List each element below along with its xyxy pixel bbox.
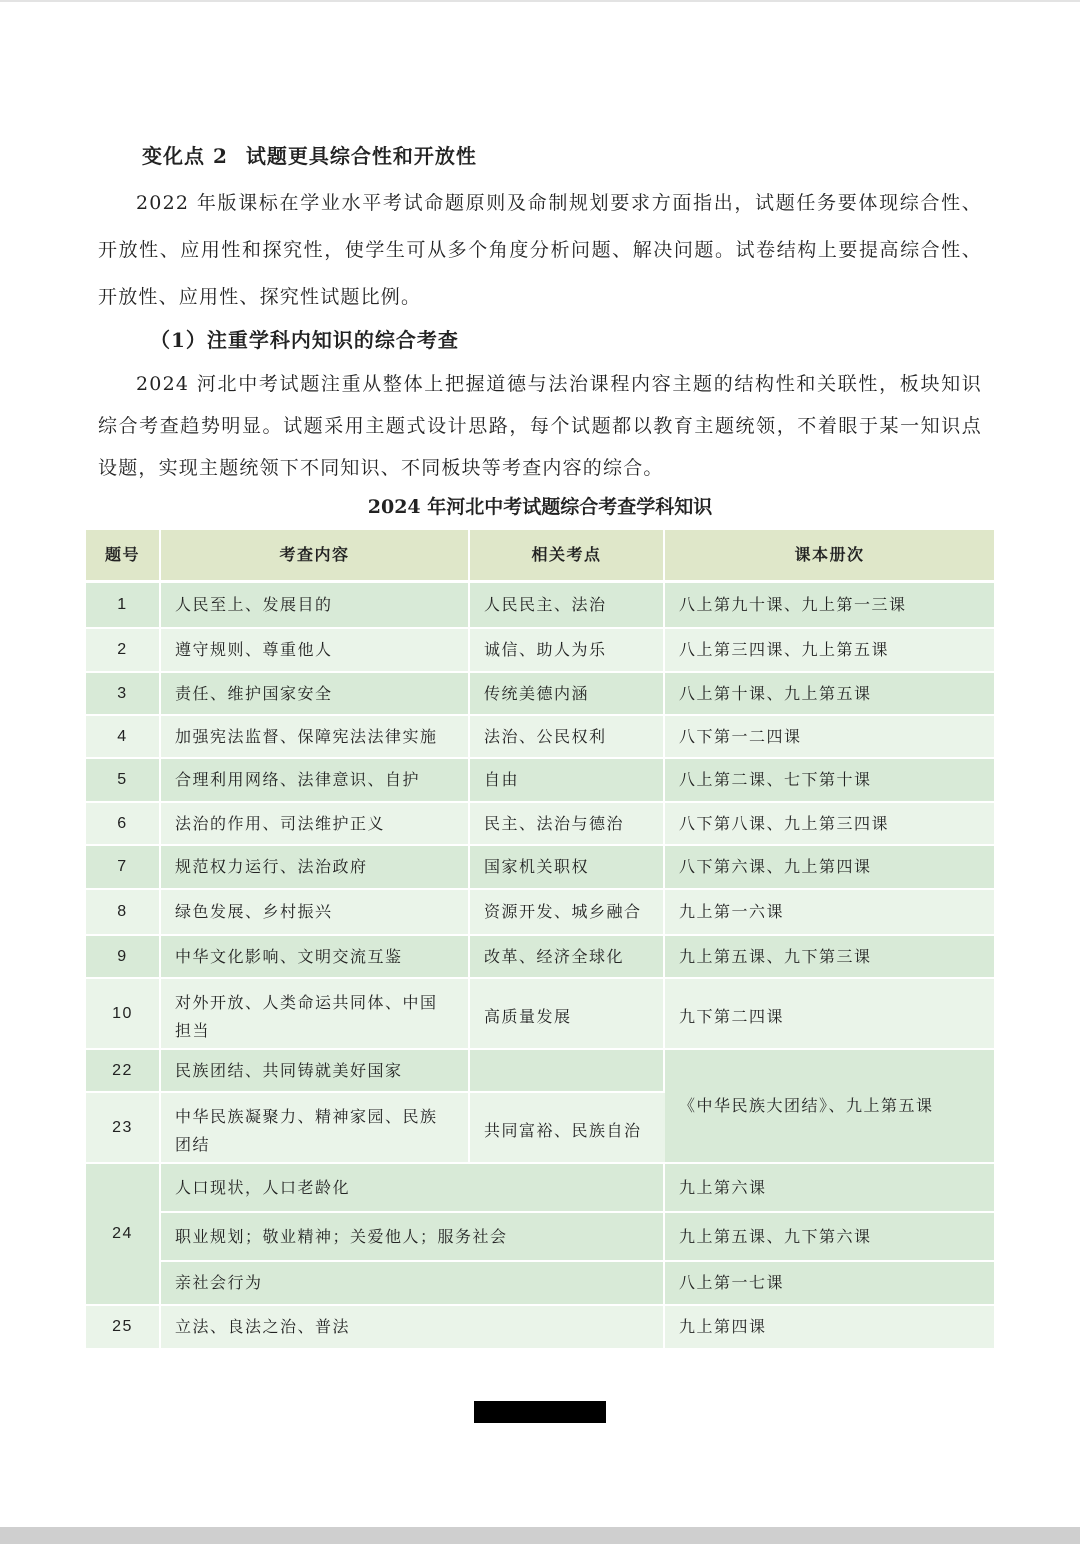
table-row <box>86 1050 994 1093</box>
cell-book: 九上第五课、九下第三课 <box>665 936 994 979</box>
cell-content: 法治的作用、司法维护正义 <box>161 803 470 846</box>
top-border <box>0 0 1080 2</box>
table-row <box>86 1164 994 1213</box>
redaction-bar <box>474 1401 606 1423</box>
table-caption: 2024 年河北中考试题综合考查学科知识 <box>367 496 713 518</box>
cell-book: 八上第十课、九上第五课 <box>665 673 994 716</box>
cell-point: 自由 <box>470 759 665 803</box>
cell-book: 八下第六课、九上第四课 <box>665 846 994 890</box>
cell-point: 高质量发展 <box>470 979 665 1050</box>
cell-point: 人民民主、法治 <box>470 583 665 629</box>
cell-content: 对外开放、人类命运共同体、中国担当 <box>161 979 470 1050</box>
cell-point: 改革、经济全球化 <box>470 936 665 979</box>
cell-number: 3 <box>86 673 161 716</box>
cell-book: 八下第一二四课 <box>665 716 994 759</box>
cell-number: 5 <box>86 759 161 803</box>
table-row <box>86 846 994 890</box>
table-row <box>86 1262 994 1306</box>
paragraph-intro: 2022 年版课标在学业水平考试命题原则及命制规划要求方面指出，试题任务要体现综合性、开放性、应用性和探究性，使学生可从多个角度分析问题、解决问题。试卷结构上要提高综合性、开放性、应用性、探究性试题比例。 <box>98 192 982 308</box>
cell-number: 6 <box>86 803 161 846</box>
cell-point: 民主、法治与德治 <box>470 803 665 846</box>
section-label: 变化点 2 <box>142 144 228 168</box>
cell-point: 传统美德内涵 <box>470 673 665 716</box>
cell-content: 中华文化影响、文明交流互鉴 <box>161 936 470 979</box>
table-row <box>86 936 994 979</box>
cell-book: 九上第四课 <box>665 1306 994 1350</box>
header-content: 考查内容 <box>161 530 470 583</box>
cell-number: 8 <box>86 890 161 936</box>
table-row <box>86 673 994 716</box>
cell-book-merged: 《中华民族大团结》、九上第五课 <box>665 1050 994 1164</box>
header-related-point: 相关考点 <box>470 530 665 583</box>
cell-point: 诚信、助人为乐 <box>470 629 665 673</box>
knowledge-table <box>86 530 994 1350</box>
section-title-text: 试题更具综合性和开放性 <box>245 144 477 168</box>
table-row <box>86 716 994 759</box>
cell-number: 4 <box>86 716 161 759</box>
cell-number: 7 <box>86 846 161 890</box>
cell-book: 九上第一六课 <box>665 890 994 936</box>
cell-content: 加强宪法监督、保障宪法法律实施 <box>161 716 470 759</box>
table-header-row <box>86 530 994 583</box>
paragraph-detail: 2024 河北中考试题注重从整体上把握道德与法治课程内容主题的结构性和关联性，板块知识综合考查趋势明显。试题采用主题式设计思路，每个试题都以教育主题统领，不着眼于某一知识点设题，实现主题统领下不同知识、不同板块等考查内容的综合。 <box>98 373 982 479</box>
cell-content: 遵守规则、尊重他人 <box>161 629 470 673</box>
cell-number: 24 <box>86 1164 161 1306</box>
table-row <box>86 803 994 846</box>
cell-book: 八下第八课、九上第三四课 <box>665 803 994 846</box>
cell-book: 九上第六课 <box>665 1164 994 1213</box>
cell-point: 共同富裕、民族自治 <box>470 1093 665 1164</box>
cell-book: 八上第一七课 <box>665 1262 994 1306</box>
table-row <box>86 583 994 629</box>
cell-book: 八上第三四课、九上第五课 <box>665 629 994 673</box>
cell-number: 22 <box>86 1050 161 1093</box>
cell-number: 9 <box>86 936 161 979</box>
cell-number: 2 <box>86 629 161 673</box>
cell-point: 国家机关职权 <box>470 846 665 890</box>
cell-content: 民族团结、共同铸就美好国家 <box>161 1050 470 1093</box>
cell-point: 资源开发、城乡融合 <box>470 890 665 936</box>
header-question-number: 题号 <box>86 530 161 583</box>
cell-content: 合理利用网络、法律意识、自护 <box>161 759 470 803</box>
subsection-heading: （1）注重学科内知识的综合考查 <box>150 328 459 352</box>
bottom-bar <box>0 1527 1080 1544</box>
cell-content: 规范权力运行、法治政府 <box>161 846 470 890</box>
table-row <box>86 629 994 673</box>
table-row <box>86 759 994 803</box>
cell-number: 25 <box>86 1306 161 1350</box>
cell-content: 责任、维护国家安全 <box>161 673 470 716</box>
cell-number: 10 <box>86 979 161 1050</box>
header-textbook: 课本册次 <box>665 530 994 583</box>
cell-book: 八上第九十课、九上第一三课 <box>665 583 994 629</box>
cell-content: 职业规划；敬业精神；关爱他人；服务社会 <box>161 1213 665 1262</box>
cell-content: 亲社会行为 <box>161 1262 665 1306</box>
cell-content: 人民至上、发展目的 <box>161 583 470 629</box>
cell-book: 九上第五课、九下第六课 <box>665 1213 994 1262</box>
cell-point <box>470 1050 665 1093</box>
cell-content: 人口现状，人口老龄化 <box>161 1164 665 1213</box>
cell-number: 1 <box>86 583 161 629</box>
cell-book: 八上第二课、七下第十课 <box>665 759 994 803</box>
table-row <box>86 979 994 1050</box>
cell-content: 中华民族凝聚力、精神家园、民族团结 <box>161 1093 470 1164</box>
cell-point: 法治、公民权利 <box>470 716 665 759</box>
cell-content: 立法、良法之治、普法 <box>161 1306 665 1350</box>
cell-content: 绿色发展、乡村振兴 <box>161 890 470 936</box>
cell-number: 23 <box>86 1093 161 1164</box>
table-row <box>86 890 994 936</box>
section-heading <box>142 140 477 169</box>
table-row <box>86 1213 994 1262</box>
cell-book: 九下第二四课 <box>665 979 994 1050</box>
table-row <box>86 1306 994 1350</box>
